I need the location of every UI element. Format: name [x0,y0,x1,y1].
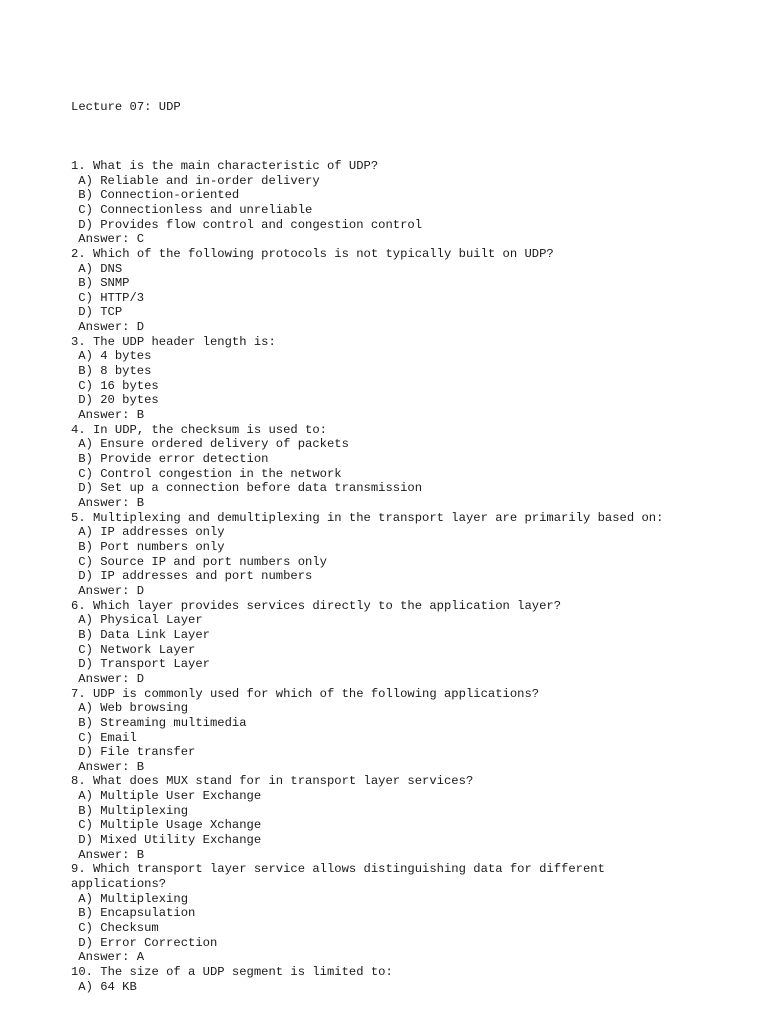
answer-option: A) Multiple User Exchange [78,789,262,804]
question-text: 4. In UDP, the checksum is used to: [71,422,327,437]
answer-option: B) Multiplexing [78,803,189,818]
question-block [71,159,751,247]
answer-option: A) 64 KB [78,979,137,994]
answer-option: B) Streaming multimedia [78,715,247,730]
answer-option: D) Mixed Utility Exchange [78,833,262,848]
answer-option: B) Connection-oriented [78,188,240,203]
answer-option: C) Multiple Usage Xchange [78,818,262,833]
answer-option: D) Set up a connection before data transmission [78,481,423,496]
answer-key: Answer: C [78,232,145,247]
answer-key: Answer: A [78,950,145,965]
question-block [71,862,751,965]
answer-option: B) Data Link Layer [78,627,210,642]
answer-option: B) Provide error detection [78,452,269,467]
answer-option: A) Web browsing [78,701,189,716]
question-block [71,335,751,423]
answer-option: D) File transfer [78,745,196,760]
question-block [71,774,751,862]
answer-option: A) Ensure ordered delivery of packets [78,437,349,452]
answer-option: A) IP addresses only [78,525,225,540]
document-title: Lecture 07: UDP [71,100,181,115]
answer-option: A) Physical Layer [78,613,203,628]
answer-option: B) 8 bytes [78,364,152,379]
question-block [71,511,751,599]
answer-option: A) DNS [78,261,123,276]
question-block [71,247,751,335]
answer-option: C) 16 bytes [78,378,159,393]
answer-option: C) Connectionless and unreliable [78,202,313,217]
question-block [71,599,751,687]
question-text: 9. Which transport layer service allows distinguishing data for different applications? [71,862,605,892]
answer-option: C) Control congestion in the network [78,466,342,481]
answer-option: C) Network Layer [78,642,196,657]
answer-key: Answer: B [78,408,145,423]
answer-option: D) Provides flow control and congestion control [78,217,423,232]
question-block [71,423,751,511]
answer-option: B) SNMP [78,276,130,291]
answer-option: C) Email [78,730,137,745]
answer-option: A) Reliable and in-order delivery [78,173,320,188]
question-block [71,687,751,775]
question-text: 5. Multiplexing and demultiplexing in the transport layer are primarily based on: [71,510,664,525]
question-block [71,965,751,994]
answer-option: D) Error Correction [78,935,218,950]
answer-key: Answer: D [78,320,145,335]
answer-option: C) Checksum [78,921,159,936]
answer-option: D) IP addresses and port numbers [78,569,313,584]
answer-option: D) 20 bytes [78,393,159,408]
question-text: 3. The UDP header length is: [71,334,276,349]
answer-option: C) Source IP and port numbers only [78,554,327,569]
answer-key: Answer: D [78,583,145,598]
question-text: 7. UDP is commonly used for which of the following applications? [71,686,540,701]
question-text: 6. Which layer provides services directly to the application layer? [71,598,562,613]
document-body [71,71,751,1009]
question-text: 10. The size of a UDP segment is limited to: [71,965,393,980]
answer-option: A) Multiplexing [78,891,189,906]
answer-key: Answer: B [78,847,145,862]
answer-option: B) Encapsulation [78,906,196,921]
answer-option: C) HTTP/3 [78,290,145,305]
answer-option: D) Transport Layer [78,657,210,672]
question-list [71,159,751,994]
answer-option: D) TCP [78,305,123,320]
question-text: 8. What does MUX stand for in transport layer services? [71,774,474,789]
answer-key: Answer: B [78,759,145,774]
question-text: 1. What is the main characteristic of UDP? [71,158,379,173]
question-text: 2. Which of the following protocols is not typically built on UDP? [71,246,554,261]
answer-key: Answer: D [78,671,145,686]
answer-key: Answer: B [78,496,145,511]
answer-option: B) Port numbers only [78,539,225,554]
answer-option: A) 4 bytes [78,349,152,364]
